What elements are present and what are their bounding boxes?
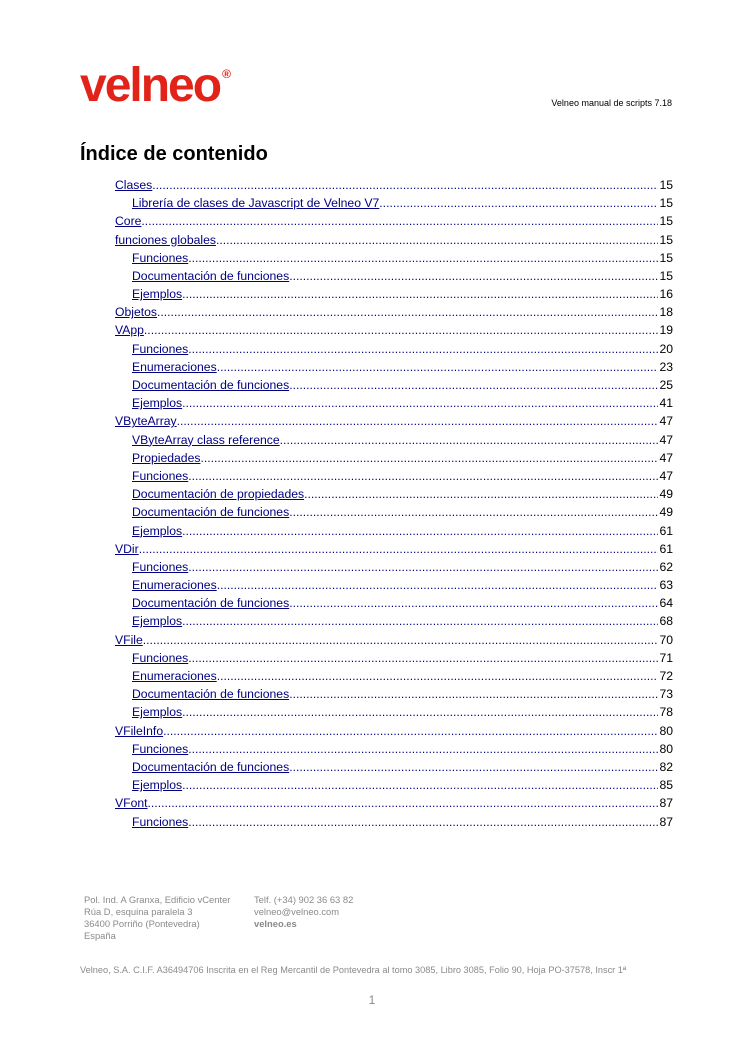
- toc-leader-dots: [216, 231, 658, 249]
- toc-leader-dots: [182, 612, 658, 630]
- toc-page-number: 49: [659, 487, 673, 502]
- velneo-logo: [80, 59, 231, 112]
- document-title: Velneo manual de scripts 7.18: [551, 98, 672, 108]
- toc-leader-dots: [163, 722, 658, 740]
- toc-page-number: 85: [659, 778, 673, 793]
- toc-leader-dots: [188, 813, 658, 831]
- toc-leader-dots: [200, 449, 658, 467]
- toc-leader-dots: [182, 285, 658, 303]
- toc-link[interactable]: Funciones: [132, 250, 189, 265]
- address-line: Pol. Ind. A Granxa, Edificio vCenter: [84, 894, 231, 905]
- toc-page-number: 61: [659, 541, 673, 556]
- toc-page-number: 41: [659, 396, 673, 411]
- toc-link[interactable]: Propiedades: [132, 450, 201, 465]
- toc-leader-dots: [139, 540, 659, 558]
- toc-entry[interactable]: [115, 412, 673, 430]
- toc-page-number: 15: [659, 196, 673, 211]
- toc-leader-dots: [141, 212, 658, 230]
- toc-page-number: 47: [659, 450, 673, 465]
- toc-leader-dots: [157, 303, 658, 321]
- toc-page-number: 47: [659, 414, 673, 429]
- toc-link[interactable]: Core: [115, 214, 142, 229]
- toc-entry[interactable]: [115, 558, 673, 576]
- toc-entry[interactable]: [115, 176, 673, 194]
- toc-entry[interactable]: [115, 740, 673, 758]
- toc-link[interactable]: Funciones: [132, 814, 189, 829]
- toc-leader-dots: [188, 467, 658, 485]
- toc-entry[interactable]: [115, 631, 673, 649]
- toc-leader-dots: [182, 522, 658, 540]
- toc-entry[interactable]: [115, 194, 673, 212]
- toc-entry[interactable]: [115, 722, 673, 740]
- toc-link[interactable]: VFile: [115, 632, 143, 647]
- toc-entry[interactable]: [115, 212, 673, 230]
- toc-page-number: 62: [659, 559, 673, 574]
- toc-entry[interactable]: [115, 503, 673, 521]
- toc-page-number: 78: [659, 705, 673, 720]
- toc-link[interactable]: Documentación de funciones: [132, 378, 290, 393]
- toc-entry[interactable]: [115, 776, 673, 794]
- toc-entry[interactable]: [115, 340, 673, 358]
- toc-page-number: 87: [659, 814, 673, 829]
- toc-entry[interactable]: [115, 594, 673, 612]
- toc-page-number: 68: [659, 614, 673, 629]
- toc-link[interactable]: Documentación de funciones: [132, 268, 290, 283]
- toc-link[interactable]: Ejemplos: [132, 287, 183, 302]
- toc-page-number: 18: [659, 305, 673, 320]
- toc-link[interactable]: VByteArray class reference: [132, 432, 280, 447]
- toc-entry[interactable]: [115, 703, 673, 721]
- toc-entry[interactable]: [115, 303, 673, 321]
- toc-link[interactable]: Documentación de funciones: [132, 505, 290, 520]
- toc-leader-dots: [182, 776, 658, 794]
- toc-entry[interactable]: [115, 613, 673, 631]
- toc-leader-dots: [217, 358, 659, 376]
- toc-entry[interactable]: [115, 449, 673, 467]
- toc-page-number: 63: [659, 578, 673, 593]
- footer-web[interactable]: velneo.es: [254, 918, 297, 929]
- toc-link[interactable]: funciones globales: [115, 232, 216, 247]
- toc-link[interactable]: VApp: [115, 323, 144, 338]
- legal-notice: Velneo, S.A. C.I.F. A36494706 Inscrita en el Reg Mercantil de Pontevedra al tomo 3085, Libro 3085, Folio 90, Hoja PO-37578, Inscr 1ª: [80, 965, 627, 975]
- toc-page-number: 47: [659, 468, 673, 483]
- toc-leader-dots: [152, 176, 658, 194]
- toc-leader-dots: [188, 558, 658, 576]
- toc-leader-dots: [289, 376, 658, 394]
- toc-leader-dots: [188, 649, 658, 667]
- toc-page-number: 23: [659, 359, 673, 374]
- toc-leader-dots: [379, 194, 658, 212]
- toc-leader-dots: [289, 685, 658, 703]
- toc-leader-dots: [217, 667, 659, 685]
- logo-text: velneo: [80, 59, 221, 112]
- toc-link[interactable]: Documentación de funciones: [132, 687, 290, 702]
- toc-link[interactable]: Funciones: [132, 341, 189, 356]
- toc-page-number: 80: [659, 723, 673, 738]
- toc-page-number: 15: [659, 250, 673, 265]
- toc-entry[interactable]: [115, 649, 673, 667]
- toc-leader-dots: [289, 594, 658, 612]
- toc-link[interactable]: Funciones: [132, 559, 189, 574]
- toc-page-number: 82: [659, 759, 673, 774]
- address-line: Rúa D, esquina paralela 3: [84, 906, 193, 917]
- toc-page-number: 61: [659, 523, 673, 538]
- toc-page-number: 72: [659, 669, 673, 684]
- toc-entry[interactable]: [115, 540, 673, 558]
- toc-leader-dots: [182, 394, 658, 412]
- toc-link[interactable]: Enumeraciones: [132, 669, 217, 684]
- toc-leader-dots: [280, 431, 659, 449]
- registered-mark: ®: [222, 67, 231, 81]
- toc-page-number: 71: [659, 650, 673, 665]
- toc-entry[interactable]: [115, 322, 673, 340]
- toc-page-number: 15: [659, 214, 673, 229]
- toc-entry[interactable]: [115, 376, 673, 394]
- toc-entry[interactable]: [115, 794, 673, 812]
- toc-link[interactable]: Ejemplos: [132, 396, 183, 411]
- toc-link[interactable]: Librería de clases de Javascript de Velneo V7: [132, 196, 380, 211]
- toc-link[interactable]: VByteArray: [115, 414, 177, 429]
- toc-entry[interactable]: [115, 267, 673, 285]
- toc-leader-dots: [148, 794, 659, 812]
- toc-leader-dots: [304, 485, 658, 503]
- toc-entry[interactable]: [115, 667, 673, 685]
- toc-link[interactable]: Documentación de propiedades: [132, 487, 305, 502]
- toc-page-number: 19: [659, 323, 673, 338]
- footer-contact: [254, 894, 353, 930]
- toc-entry[interactable]: [115, 231, 673, 249]
- footer-email[interactable]: velneo@velneo.com: [254, 906, 340, 917]
- toc-page-number: 64: [659, 596, 673, 611]
- toc-leader-dots: [177, 412, 659, 430]
- toc-link[interactable]: Ejemplos: [132, 705, 183, 720]
- toc-link[interactable]: Funciones: [132, 741, 189, 756]
- toc-entry[interactable]: [115, 394, 673, 412]
- toc-leader-dots: [289, 503, 658, 521]
- toc-entry[interactable]: [115, 576, 673, 594]
- toc-page-number: 73: [659, 687, 673, 702]
- toc-link[interactable]: VFileInfo: [115, 723, 164, 738]
- toc-entry[interactable]: [115, 758, 673, 776]
- toc-leader-dots: [289, 758, 658, 776]
- toc-link[interactable]: Enumeraciones: [132, 359, 217, 374]
- toc-page-number: 80: [659, 741, 673, 756]
- toc-leader-dots: [188, 740, 658, 758]
- toc-link[interactable]: Funciones: [132, 468, 189, 483]
- toc-leader-dots: [188, 340, 658, 358]
- toc-link[interactable]: Documentación de funciones: [132, 596, 290, 611]
- toc-entry[interactable]: [115, 467, 673, 485]
- toc-page-number: 87: [659, 796, 673, 811]
- toc-leader-dots: [182, 703, 658, 721]
- toc-link[interactable]: Objetos: [115, 305, 158, 320]
- toc-leader-dots: [188, 249, 658, 267]
- address-line: España: [84, 930, 116, 941]
- toc-leader-dots: [217, 576, 659, 594]
- toc-entry[interactable]: [115, 285, 673, 303]
- toc-entry[interactable]: [115, 358, 673, 376]
- toc-page-number: 15: [659, 232, 673, 247]
- page-number: 1: [368, 993, 376, 1007]
- toc-page-number: 20: [659, 341, 673, 356]
- toc-entry[interactable]: [115, 813, 673, 831]
- toc-link[interactable]: VFont: [115, 796, 148, 811]
- toc-link[interactable]: Funciones: [132, 650, 189, 665]
- toc-link[interactable]: Ejemplos: [132, 614, 183, 629]
- toc-page-number: 47: [659, 432, 673, 447]
- toc-entry[interactable]: [115, 431, 673, 449]
- toc-page-number: 15: [659, 268, 673, 283]
- toc-leader-dots: [144, 321, 659, 339]
- table-of-contents: [115, 176, 673, 831]
- toc-page-number: 70: [659, 632, 673, 647]
- toc-entry[interactable]: [115, 685, 673, 703]
- toc-entry[interactable]: [115, 485, 673, 503]
- toc-page-number: 49: [659, 505, 673, 520]
- toc-entry[interactable]: [115, 522, 673, 540]
- toc-link[interactable]: Clases: [115, 177, 153, 192]
- toc-link[interactable]: Ejemplos: [132, 778, 183, 793]
- toc-link[interactable]: VDir: [115, 541, 139, 556]
- toc-leader-dots: [143, 631, 659, 649]
- toc-page-number: 16: [659, 287, 673, 302]
- toc-link[interactable]: Enumeraciones: [132, 578, 217, 593]
- footer-address: [84, 894, 230, 942]
- toc-page-number: 25: [659, 378, 673, 393]
- toc-link[interactable]: Ejemplos: [132, 523, 183, 538]
- toc-leader-dots: [289, 267, 658, 285]
- toc-entry[interactable]: [115, 249, 673, 267]
- toc-page-number: 15: [659, 177, 673, 192]
- toc-link[interactable]: Documentación de funciones: [132, 759, 290, 774]
- footer-phone: Telf. (+34) 902 36 63 82: [254, 894, 354, 905]
- toc-title: Índice de contenido: [80, 143, 268, 165]
- address-line: 36400 Porriño (Pontevedra): [84, 918, 200, 929]
